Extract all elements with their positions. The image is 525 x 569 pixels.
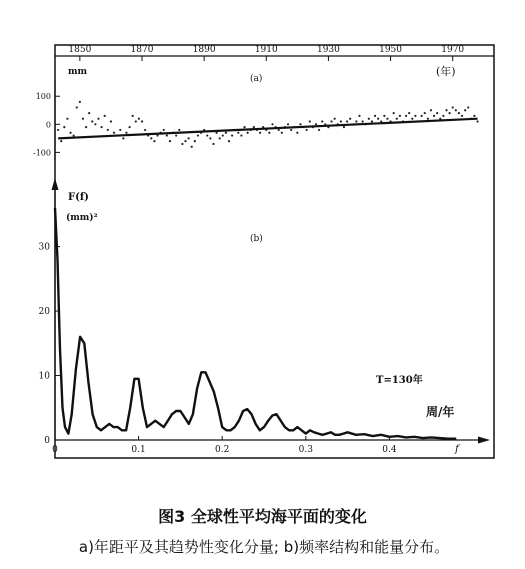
panel-a-data-point xyxy=(141,120,143,122)
panel-a-data-point xyxy=(253,126,255,128)
panel-a-data-point xyxy=(399,115,401,117)
panel-b-x-tick-label: 0 xyxy=(52,445,58,455)
year-tick-label: 1970 xyxy=(441,45,465,55)
panel-b-x-arrowhead xyxy=(478,437,490,444)
figure-frame xyxy=(55,45,494,458)
panel-a-year-label: (年) xyxy=(436,65,456,78)
panel-a-data-point xyxy=(358,115,360,117)
panel-a-y-tick-label: 0 xyxy=(45,120,51,130)
panel-b-ylabel-line2: (mm)² xyxy=(66,213,98,223)
panel-a-data-point xyxy=(169,140,171,142)
panel-a-data-point xyxy=(222,134,224,136)
panel-a-data-point xyxy=(63,126,65,128)
panel-b-y-tick-label: 20 xyxy=(38,307,50,318)
panel-a-data-point xyxy=(181,143,183,145)
panel-a-data-point xyxy=(368,118,370,120)
year-tick-label: 1890 xyxy=(192,45,216,55)
panel-a-data-point xyxy=(377,118,379,120)
panel-a-data-point xyxy=(163,129,165,131)
panel-a-data-point xyxy=(315,123,317,125)
panel-b-x-axis-symbol: f xyxy=(455,444,459,455)
panel-a-trend-segment xyxy=(58,119,477,139)
panel-a-data-point xyxy=(436,112,438,114)
panel-a-data-point xyxy=(467,106,469,108)
panel-a-data-point xyxy=(212,143,214,145)
panel-a-data-point xyxy=(82,118,84,120)
panel-a-data-point xyxy=(355,120,357,122)
panel-a-data-point xyxy=(113,132,115,134)
panel-a-data-point xyxy=(178,129,180,131)
panel-a-data-point xyxy=(430,109,432,111)
panel-a-data-point xyxy=(125,132,127,134)
panel-b-label: (b) xyxy=(250,234,263,244)
panel-b-xlabel: 周/年 xyxy=(426,405,455,419)
panel-a-data-point xyxy=(166,134,168,136)
panel-a-y-ticks xyxy=(33,92,60,157)
panel-a-data-point xyxy=(184,140,186,142)
year-axis-ticks xyxy=(68,45,464,61)
panel-b-annotation: T=130年 xyxy=(376,375,423,386)
panel-a-data-point xyxy=(110,120,112,122)
panel-a-data-point xyxy=(91,120,93,122)
panel-b-x-tick-label: 0.4 xyxy=(382,445,397,455)
panel-a-data-point xyxy=(122,137,124,139)
panel-b-y-arrowhead xyxy=(52,178,59,190)
panel-a-data-point xyxy=(334,118,336,120)
panel-a-data-point xyxy=(231,134,233,136)
panel-a-data-point xyxy=(374,115,376,117)
panel-a-data-point xyxy=(219,137,221,139)
panel-a-data-point xyxy=(188,137,190,139)
panel-a-data-point xyxy=(206,134,208,136)
panel-a-data-point xyxy=(271,123,273,125)
panel-a-data-point xyxy=(243,126,245,128)
panel-a-data-point xyxy=(343,126,345,128)
panel-b-x-tick-label: 0.3 xyxy=(298,445,313,455)
panel-a-data-point xyxy=(473,115,475,117)
panel-a-data-point xyxy=(85,126,87,128)
panel-a-data-points xyxy=(57,101,479,148)
panel-a-data-point xyxy=(421,115,423,117)
panel-b-x-ticks xyxy=(52,436,397,455)
panel-a-data-point xyxy=(296,132,298,134)
panel-a-data-point xyxy=(60,140,62,142)
panel-a-data-point xyxy=(427,118,429,120)
panel-a-unit-label: mm xyxy=(68,67,88,77)
panel-a-y-tick-label: 100 xyxy=(35,92,51,102)
panel-a-data-point xyxy=(240,134,242,136)
panel-a-data-point xyxy=(194,140,196,142)
panel-a-data-point xyxy=(452,106,454,108)
panel-a-data-point xyxy=(405,115,407,117)
panel-a-data-point xyxy=(346,120,348,122)
panel-a-data-point xyxy=(362,120,364,122)
panel-a-data-point xyxy=(94,123,96,125)
year-tick-label: 1850 xyxy=(68,45,92,55)
panel-a-data-point xyxy=(97,118,99,120)
panel-a-data-point xyxy=(299,123,301,125)
panel-a-data-point xyxy=(101,126,103,128)
year-tick-label: 1930 xyxy=(316,45,340,55)
panel-a-data-point xyxy=(69,132,71,134)
panel-a-data-point xyxy=(386,118,388,120)
panel-a-data-point xyxy=(330,120,332,122)
caption-subtitle: a)年距平及其趋势性变化分量; b)频率结构和能量分布。 xyxy=(78,538,450,556)
panel-a-data-point xyxy=(268,132,270,134)
panel-a-data-point xyxy=(237,132,239,134)
panel-a-data-point xyxy=(309,120,311,122)
panel-a-data-point xyxy=(455,109,457,111)
panel-a-data-point xyxy=(138,118,140,120)
panel-a-data-point xyxy=(128,126,130,128)
panel-a-data-point xyxy=(79,101,81,103)
year-tick-label: 1870 xyxy=(130,45,154,55)
panel-a-data-point xyxy=(76,106,78,108)
panel-a-data-point xyxy=(88,112,90,114)
panel-a-data-point xyxy=(290,129,292,131)
panel-a-data-point xyxy=(225,132,227,134)
panel-a-data-point xyxy=(445,109,447,111)
panel-a-trend-line xyxy=(58,119,477,139)
panel-a-data-point xyxy=(442,115,444,117)
panel-a-data-point xyxy=(433,115,435,117)
panel-a-data-point xyxy=(150,137,152,139)
panel-a-data-point xyxy=(464,109,466,111)
panel-a-y-tick-label: -100 xyxy=(33,148,51,158)
panel-a-data-point xyxy=(371,120,373,122)
panel-a-data-point xyxy=(411,118,413,120)
panel-a-data-point xyxy=(340,120,342,122)
panel-a-data-point xyxy=(461,115,463,117)
panel-b-y-tick-label: 30 xyxy=(38,242,50,253)
panel-a-data-point xyxy=(107,129,109,131)
panel-a-data-point xyxy=(259,132,261,134)
panel-a-data-point xyxy=(247,132,249,134)
panel-a-data-point xyxy=(119,129,121,131)
panel-a-data-point xyxy=(153,140,155,142)
panel-a-data-point xyxy=(191,146,193,148)
panel-a-data-point xyxy=(209,137,211,139)
panel-a-data-point xyxy=(383,115,385,117)
panel-a-data-point xyxy=(175,134,177,136)
panel-a-data-point xyxy=(424,112,426,114)
panel-a-data-point xyxy=(144,129,146,131)
panel-a-data-point xyxy=(287,123,289,125)
year-tick-label: 1950 xyxy=(379,45,403,55)
panel-a-data-point xyxy=(408,112,410,114)
panel-a-data-point xyxy=(281,132,283,134)
panel-a-data-point xyxy=(414,115,416,117)
panel-a-data-point xyxy=(349,118,351,120)
panel-b-x-tick-label: 0.2 xyxy=(215,445,230,455)
panel-a-data-point xyxy=(306,129,308,131)
panel-a-data-point xyxy=(458,112,460,114)
panel-a-data-point xyxy=(197,134,199,136)
panel-a-data-point xyxy=(396,118,398,120)
panel-a-data-point xyxy=(66,118,68,120)
panel-a-label: (a) xyxy=(250,74,263,84)
panel-a-data-point xyxy=(476,120,478,122)
panel-b-x-tick-label: 0.1 xyxy=(131,445,146,455)
panel-b-y-tick-label: 0 xyxy=(44,436,50,446)
panel-a-data-point xyxy=(449,112,451,114)
panel-a-data-point xyxy=(318,129,320,131)
panel-a-data-point xyxy=(104,115,106,117)
panel-a-data-point xyxy=(393,112,395,114)
caption-title: 图3 全球性平均海平面的变化 xyxy=(158,507,367,526)
panel-a-data-point xyxy=(228,140,230,142)
panel-a-data-point xyxy=(278,129,280,131)
panel-b-y-tick-label: 10 xyxy=(38,371,50,382)
panel-b-ylabel-line1: F(f) xyxy=(68,192,89,203)
panel-a-data-point xyxy=(132,115,134,117)
year-tick-label: 1910 xyxy=(254,45,278,55)
panel-a-data-point xyxy=(57,129,59,131)
panel-a-data-point xyxy=(321,120,323,122)
panel-a-data-point xyxy=(135,120,137,122)
panel-a-data-point xyxy=(73,134,75,136)
